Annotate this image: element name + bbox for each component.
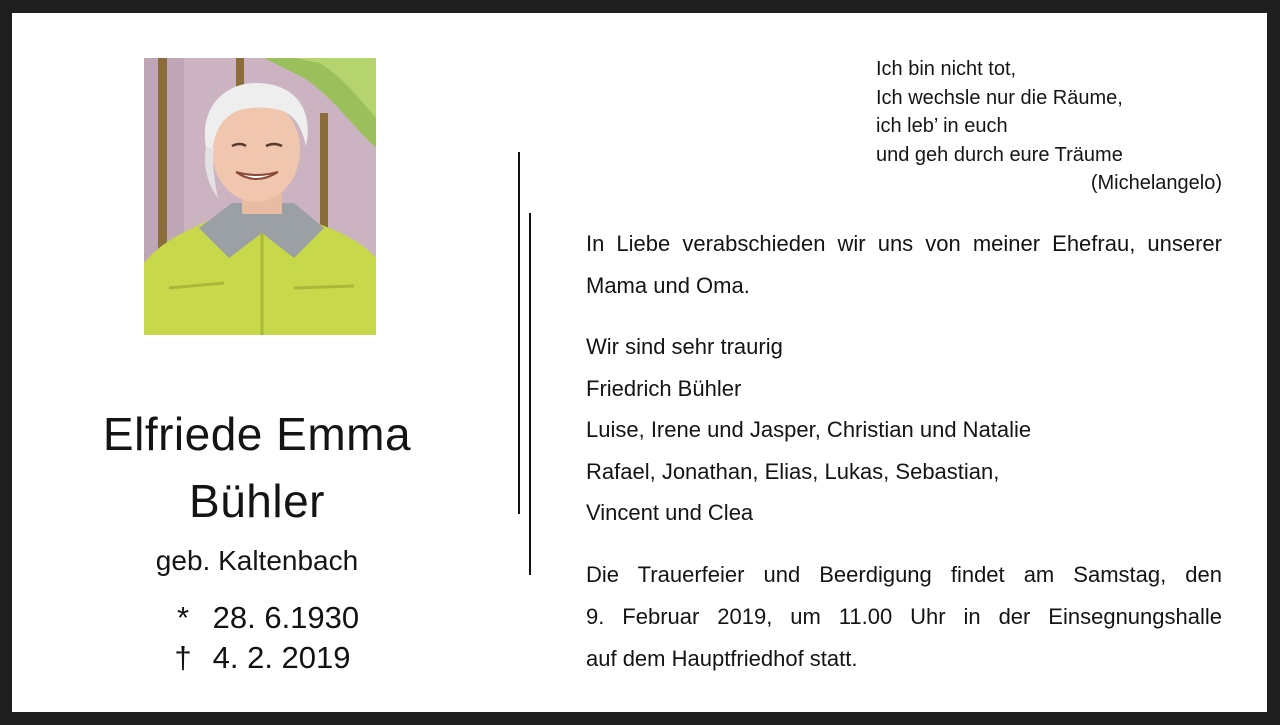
mourners-line: Luise, Irene und Jasper, Christian und Natalie	[586, 417, 1032, 442]
service-line: auf dem Hauptfriedhof statt.	[586, 646, 858, 671]
poem-line: ich leb’ in euch	[876, 115, 1008, 137]
divider-line-right	[529, 213, 531, 575]
poem-line: und geh durch eure Träume	[876, 143, 1123, 166]
funeral-service-info	[586, 554, 1222, 680]
poem-line: Ich wechsle nur die Räume,	[876, 86, 1123, 109]
cross-icon: †	[174, 640, 192, 675]
mourners-line: Friedrich Bühler	[586, 375, 742, 401]
service-line: 9. Februar 2019, um 11.00 Uhr in der Einsegnungshalle	[586, 604, 1222, 629]
service-line: Die Trauerfeier und Beerdigung findet am Samstag, den	[586, 562, 1222, 587]
deceased-name-line1: Elfriede Emma	[102, 408, 412, 460]
portrait-image	[144, 58, 376, 335]
mourners-line: Rafael, Jonathan, Elias, Lukas, Sebastian,	[586, 458, 1000, 484]
poem-author: (Michelangelo)	[1090, 172, 1222, 194]
mourners-line: Wir sind sehr traurig	[586, 334, 783, 359]
birth-date: 28. 6.1930	[212, 600, 360, 635]
divider-line-left	[518, 152, 520, 514]
obituary-card	[12, 13, 1267, 712]
mourners-list	[586, 326, 1222, 534]
farewell-intro	[586, 223, 1222, 307]
deceased-name-line2: Bühler	[189, 475, 325, 527]
birth-date-row	[162, 599, 382, 637]
portrait-photo	[144, 58, 376, 335]
maiden-name: geb. Kaltenbach	[155, 545, 359, 576]
birth-symbol: *	[176, 600, 190, 635]
intro-line: Mama und Oma.	[586, 273, 750, 298]
mourners-line: Vincent und Clea	[586, 500, 754, 525]
death-date-row	[162, 639, 382, 677]
death-date: 4. 2. 2019	[212, 640, 351, 675]
poem-quote	[876, 55, 1222, 198]
intro-line: In Liebe verabschieden wir uns von meiner Ehefrau, unserer	[586, 231, 1222, 256]
poem-line: Ich bin nicht tot,	[876, 58, 1017, 80]
